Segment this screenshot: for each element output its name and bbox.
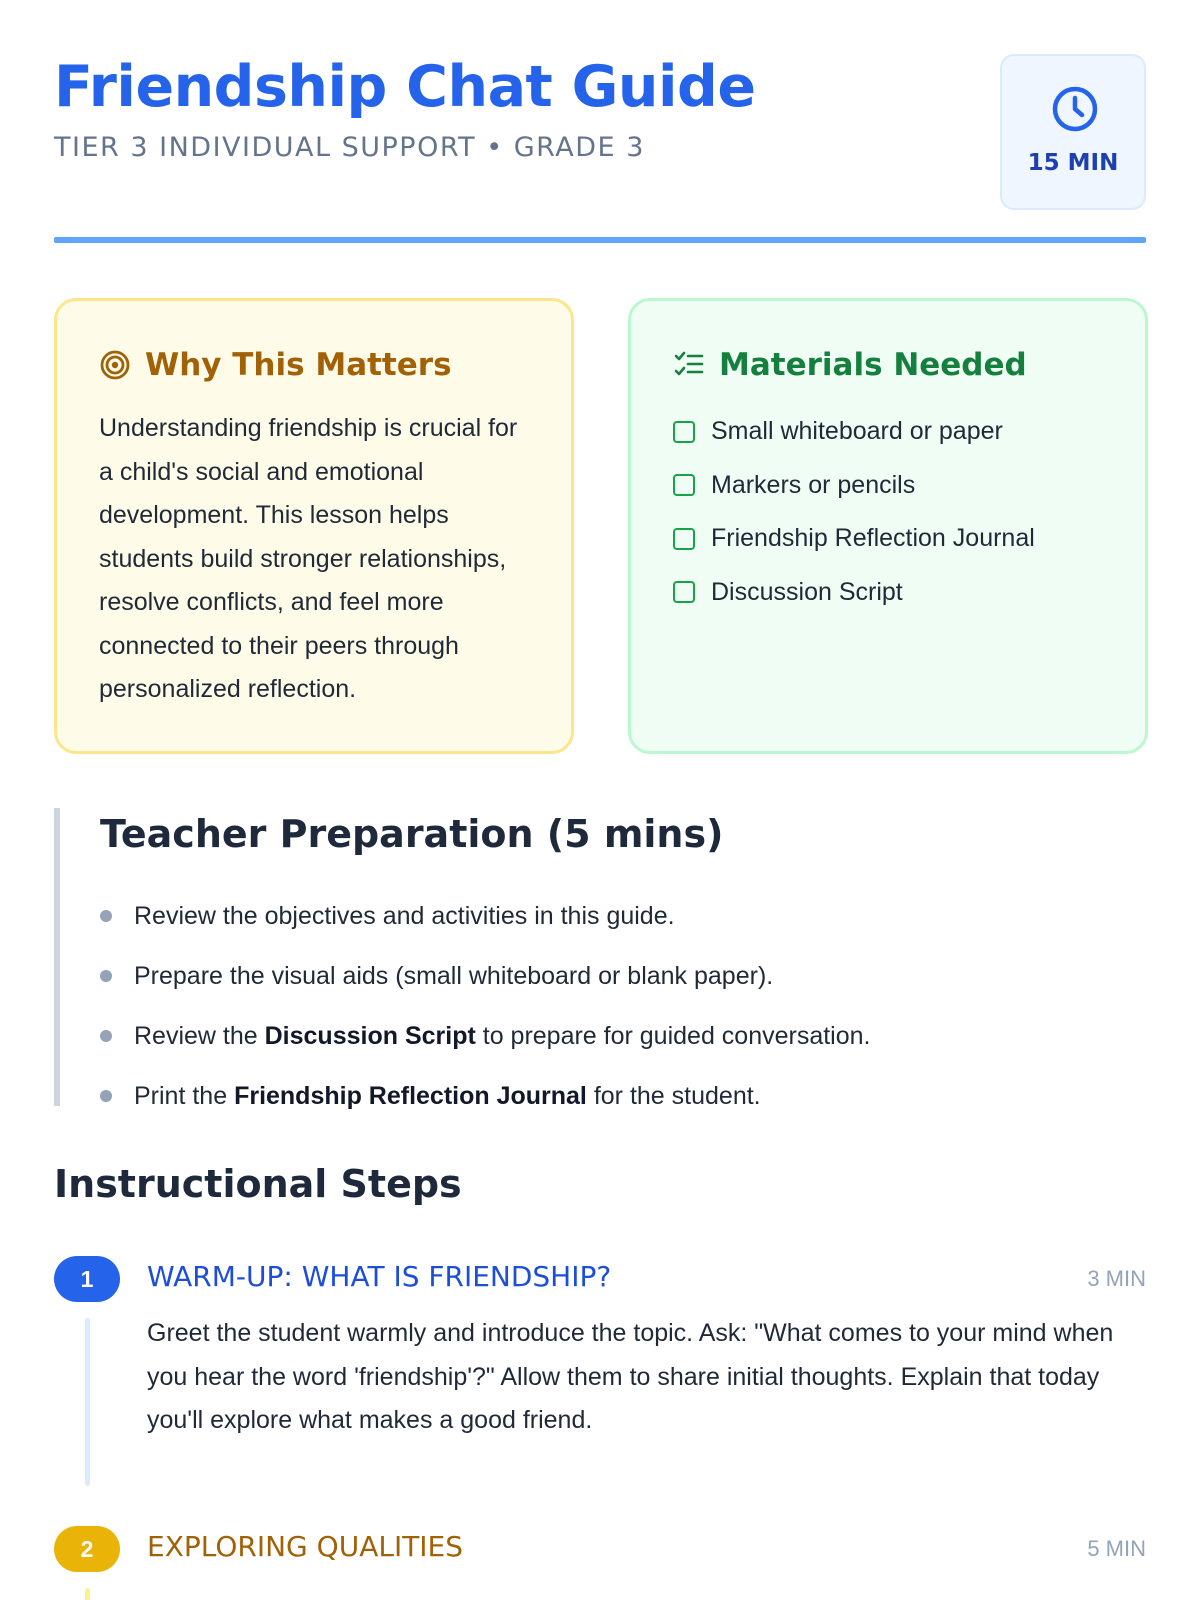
prep-item — [100, 886, 871, 946]
header — [54, 52, 1146, 242]
teacher-preparation-title: Teacher Preparation (5 mins) — [100, 812, 724, 856]
prep-item — [100, 1006, 871, 1066]
prep-item — [100, 1066, 871, 1126]
bullet-icon — [100, 910, 112, 922]
step-connector-line — [85, 1318, 90, 1486]
material-label: Discussion Script — [711, 577, 903, 606]
prep-text-before: Review the — [134, 1021, 265, 1050]
step-connector-line — [85, 1588, 90, 1600]
teacher-preparation-list — [100, 886, 871, 1126]
why-this-matters-card — [54, 298, 574, 754]
prep-text-after: for the student. — [586, 1081, 761, 1110]
material-item[interactable] — [673, 459, 1035, 513]
step-description: Greet the student warmly and introduce the topic. Ask: "What comes to your mind when you hear the word 'friendship'?" Allow them to share initial thoughts. Explain that today you'll explore what makes a good friend. — [147, 1319, 1114, 1434]
duration-label: 15 MIN — [1027, 150, 1119, 176]
materials-card-title: Materials Needed — [719, 347, 1027, 383]
material-label: Small whiteboard or paper — [711, 417, 1003, 446]
step-number-badge: 1 — [54, 1256, 120, 1302]
prep-item — [100, 946, 871, 1006]
material-checkbox[interactable] — [673, 528, 695, 550]
material-label: Friendship Reflection Journal — [711, 524, 1035, 553]
instructional-steps-title: Instructional Steps — [54, 1162, 462, 1206]
lesson-guide-page — [54, 0, 1146, 1600]
material-item[interactable] — [673, 405, 1035, 459]
material-item[interactable] — [673, 512, 1035, 566]
prep-item-text: Review the objectives and activities in this guide. — [134, 901, 675, 930]
target-icon — [99, 349, 131, 381]
material-checkbox[interactable] — [673, 474, 695, 496]
materials-needed-card — [628, 298, 1148, 754]
page-subtitle: TIER 3 INDIVIDUAL SUPPORT • GRADE 3 — [54, 132, 645, 163]
step-duration: 5 MIN — [1087, 1536, 1146, 1561]
prep-item-text: Prepare the visual aids (small whiteboard or blank paper). — [134, 961, 774, 990]
clock-icon — [1050, 84, 1100, 134]
prep-text-after: to prepare for guided conversation. — [475, 1021, 871, 1050]
bullet-icon — [100, 970, 112, 982]
header-divider — [54, 237, 1146, 243]
materials-list — [673, 405, 1035, 619]
prep-text-bold: Discussion Script — [264, 1021, 476, 1050]
bullet-icon — [100, 1090, 112, 1102]
step-duration: 3 MIN — [1087, 1266, 1146, 1291]
step-title: EXPLORING QUALITIES — [147, 1530, 464, 1563]
teacher-preparation-section — [54, 808, 1146, 1110]
duration-badge — [1000, 54, 1146, 210]
materials-card-header — [673, 345, 1027, 385]
prep-text-bold: Friendship Reflection Journal — [234, 1081, 587, 1110]
material-checkbox[interactable] — [673, 581, 695, 603]
material-label: Markers or pencils — [711, 470, 916, 499]
step-title: WARM-UP: WHAT IS FRIENDSHIP? — [147, 1260, 612, 1293]
bullet-icon — [100, 1030, 112, 1042]
checklist-icon — [673, 349, 705, 381]
material-checkbox[interactable] — [673, 421, 695, 443]
step-item — [54, 1256, 1146, 1486]
step-number-badge: 2 — [54, 1526, 120, 1572]
why-card-header — [99, 345, 452, 385]
prep-text-before: Print the — [134, 1081, 235, 1110]
prep-item-text — [134, 1022, 871, 1051]
why-card-title: Why This Matters — [145, 347, 452, 383]
prep-item-text — [134, 1082, 761, 1111]
material-item[interactable] — [673, 566, 1035, 620]
step-item — [54, 1526, 1146, 1600]
why-card-body: Understanding friendship is crucial for a child's social and emotional development. This lesson helps students build stronger relationships, resolve conflicts, and feel more connected to their peers through personalized reflection. — [99, 414, 518, 703]
page-title: Friendship Chat Guide — [54, 54, 756, 120]
